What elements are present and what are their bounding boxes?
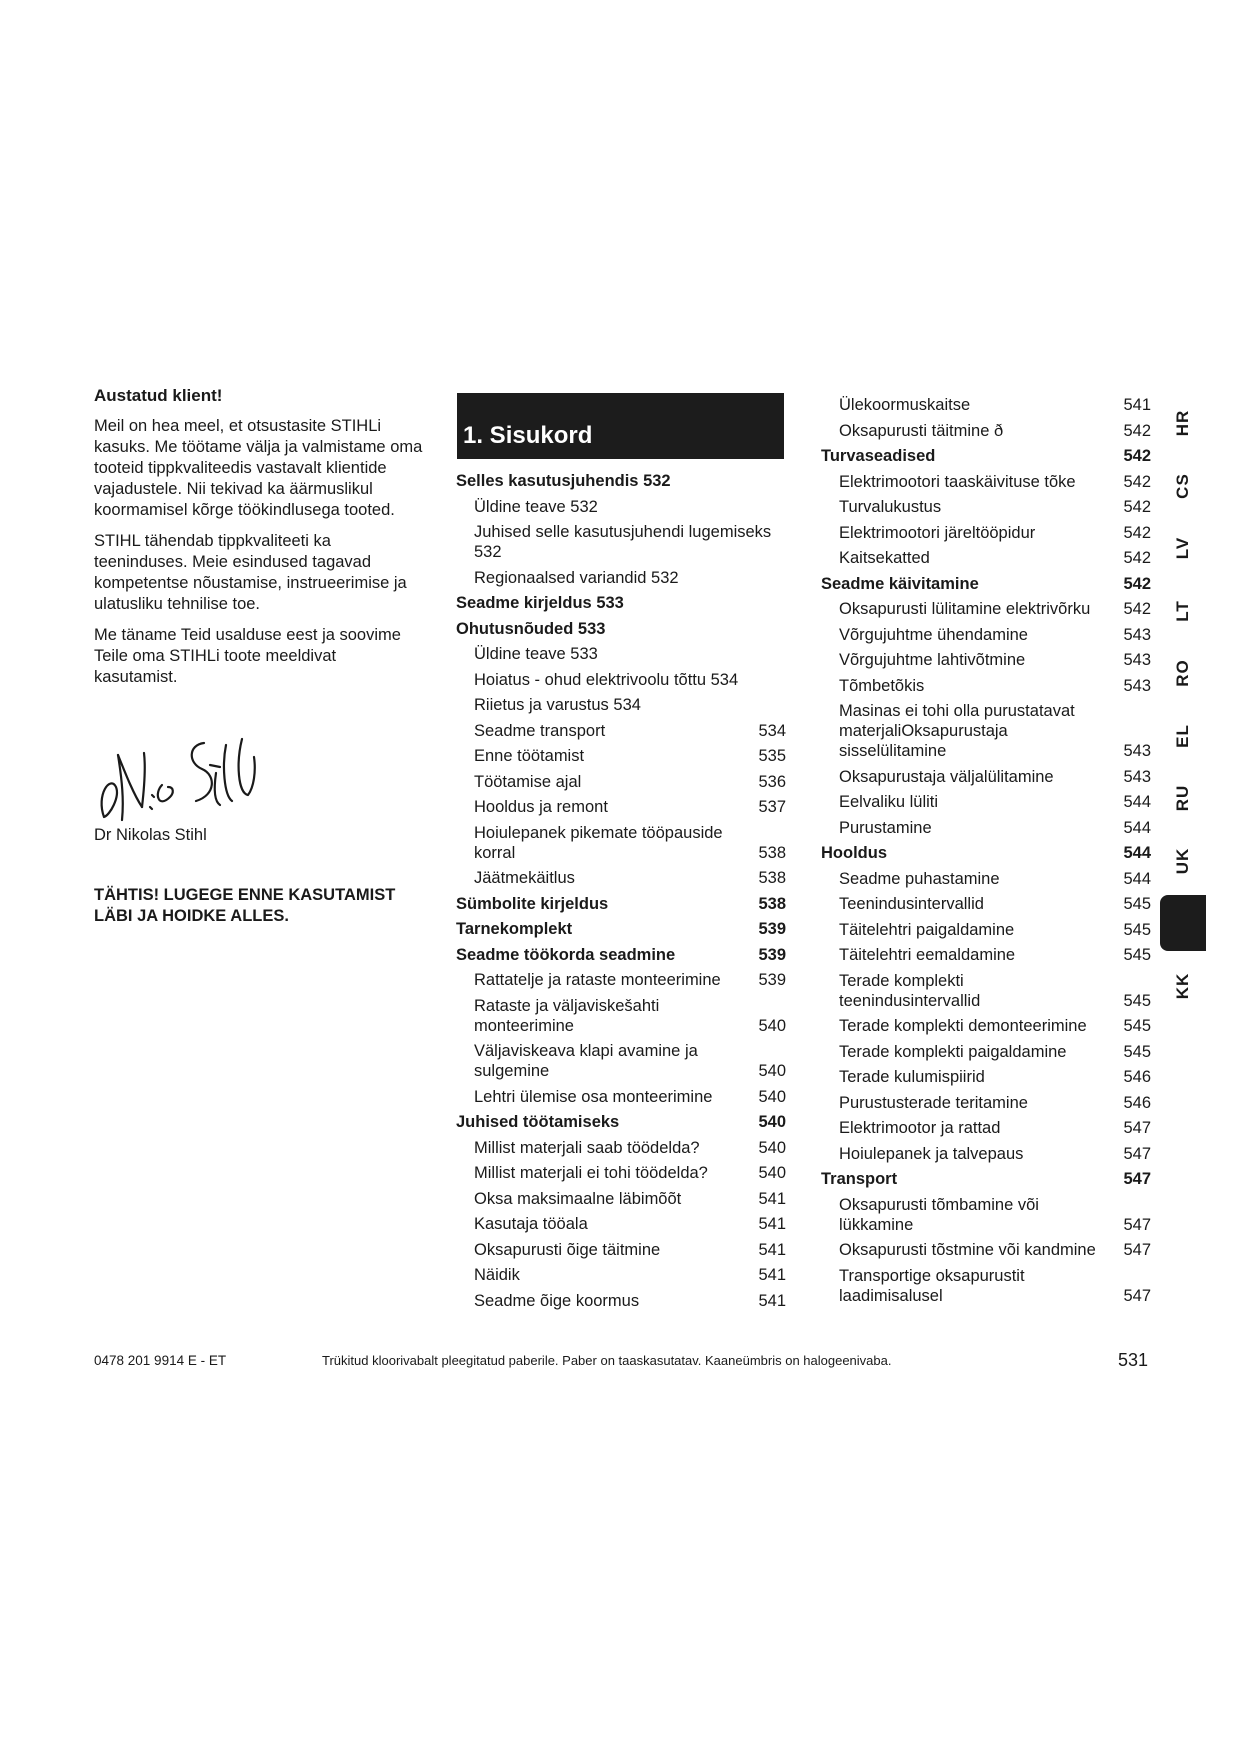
toc-entry <box>821 469 1151 495</box>
toc-entry-title: Tõmbetõkis <box>839 676 925 695</box>
toc-entry-title: Elektrimootori taaskäivituse tõke <box>839 472 1076 491</box>
toc-entry-title: Turvaseadised <box>821 447 936 465</box>
document-code: 0478 201 9914 E - ET <box>94 1353 227 1368</box>
toc-entry <box>821 647 1151 673</box>
toc-entry-page: 540 <box>758 1138 786 1157</box>
toc-entry-title: Teenindusintervallid <box>839 895 984 913</box>
toc-entry-page: 539 <box>758 945 786 964</box>
toc-entry-title: Terade komplekti teenindusintervallid <box>839 971 981 1010</box>
toc-entry <box>456 1211 786 1237</box>
toc-entry-page: 542 <box>1123 523 1151 542</box>
toc-header <box>457 393 784 459</box>
language-tab <box>1160 645 1206 701</box>
toc-entry <box>456 692 786 718</box>
toc-entry-title: Transportige oksapurustit laadimisalusel <box>839 1266 1025 1305</box>
toc-entry-title: Ülekoormuskaitse <box>839 396 971 414</box>
language-tab-label: LT <box>1173 599 1192 622</box>
toc-entry-page: 541 <box>1123 396 1151 414</box>
toc-entry-title: Täitelehtri eemaldamine <box>839 946 1016 964</box>
toc-entry-title: Hoiulepanek pikemate tööpauside korral <box>474 823 723 862</box>
toc-entry <box>821 917 1151 943</box>
toc-entry <box>821 673 1151 699</box>
language-tab <box>1160 583 1206 639</box>
language-tab <box>1160 395 1206 451</box>
toc-section <box>456 1109 786 1135</box>
toc-entry-page: 538 <box>758 843 786 862</box>
toc-entry-page: 543 <box>1123 651 1151 669</box>
toc-entry-page: 540 <box>758 1113 786 1131</box>
toc-entry-title: Oksapurusti tõstmine või kandmine <box>839 1241 1096 1259</box>
toc-entry-title: Oksapurusti tõmbamine või lükkamine <box>839 1195 1039 1234</box>
toc-entry <box>821 866 1151 892</box>
toc-entry-title: Juhised selle kasutusjuhendi lugemiseks 532 <box>474 523 772 561</box>
toc-entry-page: 542 <box>1123 447 1151 465</box>
toc-entry <box>456 1160 786 1186</box>
toc-entry-page: 543 <box>1123 676 1151 695</box>
toc-entry <box>821 520 1151 546</box>
toc-entry-title: Purustusterade teritamine <box>839 1093 1028 1112</box>
toc-entry-page: 543 <box>1123 742 1151 760</box>
toc-entry-title: Oksapurusti lülitamine elektrivõrku <box>839 600 1091 618</box>
toc-entry-title: Tarnekomplekt <box>456 920 573 938</box>
toc-entry <box>821 942 1151 968</box>
language-tab <box>1160 770 1206 826</box>
toc-entry-page: 545 <box>1123 1042 1151 1061</box>
toc-section <box>821 840 1151 866</box>
language-tab-label: RO <box>1173 659 1192 687</box>
toc-entry-page: 545 <box>1123 895 1151 913</box>
toc-entry-page: 544 <box>1123 793 1151 811</box>
toc-entry-page: 545 <box>1123 1017 1151 1035</box>
toc-entry-title: Transport <box>821 1170 898 1188</box>
toc-entry-page: 540 <box>758 1016 786 1035</box>
toc-entry <box>456 1135 786 1161</box>
toc-section <box>456 942 786 968</box>
toc-entry-page: 547 <box>1123 1241 1151 1259</box>
toc-entry <box>456 641 786 667</box>
toc-entry-page: 537 <box>758 798 786 816</box>
toc-entry <box>456 519 786 565</box>
language-tab-label: EL <box>1173 723 1192 748</box>
toc-entry-page: 542 <box>1123 549 1151 567</box>
toc-entry-page: 536 <box>758 772 786 791</box>
toc-entry-title: Seadme kirjeldus 533 <box>456 594 624 612</box>
toc-entry <box>456 769 786 795</box>
toc-entry-title: Terade komplekti paigaldamine <box>839 1042 1067 1061</box>
toc-entry <box>456 967 786 993</box>
toc-entry-page: 545 <box>1123 920 1151 939</box>
warning-text: TÄHTIS! LUGEGE ENNE KASUTAMIST LÄBI JA HOIDKE ALLES. <box>94 886 396 925</box>
toc-entry-title: Hoiulepanek ja talvepaus <box>839 1144 1024 1163</box>
toc-entry <box>456 794 786 820</box>
toc-entry <box>821 1237 1151 1263</box>
toc-entry <box>821 815 1151 841</box>
language-tab <box>1160 458 1206 514</box>
intro-paragraph: Meil on hea meel, et otsustasite STIHLi kasuks. Me töötame välja ja valmistame oma tooteid tippkvaliteedis vastavalt klientide vajadustele. Nii tekivad ka äärmuslikul koormamisel kõrge töökindlusega tooted. <box>94 417 423 519</box>
toc-entry <box>821 1039 1151 1065</box>
intro-paragraph: STIHL tähendab tippkvaliteeti ka teeninduses. Meie esindused tagavad kompetentse nõustamise, instrueerimise ja ulatusliku tehnilise toe. <box>94 532 407 613</box>
toc-entry-page: 544 <box>1123 818 1151 837</box>
toc-entry-title: Töötamise ajal <box>474 772 582 791</box>
toc-entry <box>456 494 786 520</box>
toc-entry-page: 538 <box>758 869 786 887</box>
toc-entry-title: Terade kulumispiirid <box>839 1068 985 1086</box>
toc-entry-title: Võrgujuhtme ühendamine <box>839 625 1028 644</box>
toc-entry <box>821 596 1151 622</box>
toc-entry-title: Purustamine <box>839 818 932 837</box>
toc-entry <box>821 392 1151 418</box>
toc-entry-title: Võrgujuhtme lahtivõtmine <box>839 651 1026 669</box>
toc-entry-title: Elektrimootor ja rattad <box>839 1119 1001 1137</box>
toc-entry <box>456 743 786 769</box>
toc-entry-page: 545 <box>1123 991 1151 1010</box>
toc-entry <box>821 764 1151 790</box>
page-number: 531 <box>1118 1350 1149 1370</box>
toc-section <box>821 1166 1151 1192</box>
toc-entry <box>456 820 786 866</box>
toc-entry-title: Rattatelje ja rataste monteerimine <box>474 971 721 989</box>
toc-entry-page: 545 <box>1123 946 1151 964</box>
toc-entry <box>456 718 786 744</box>
language-tab <box>1160 520 1206 576</box>
toc-entry-title: Oksapurusti õige täitmine <box>474 1240 661 1259</box>
toc-entry-page: 546 <box>1123 1093 1151 1112</box>
toc-entry-page: 541 <box>758 1189 786 1208</box>
toc-entry-page: 543 <box>1123 625 1151 644</box>
intro-block <box>94 385 424 698</box>
signer-name: Dr Nikolas Stihl <box>94 826 207 844</box>
language-tab-label: RU <box>1173 784 1192 812</box>
toc-entry <box>456 1186 786 1212</box>
toc-entry-title: Rataste ja väljaviskešahti monteerimine <box>474 996 660 1035</box>
toc-entry-title: Täitelehtri paigaldamine <box>839 920 1015 939</box>
greeting: Austatud klient! <box>94 386 223 405</box>
toc-section <box>456 616 786 642</box>
language-tab-label: UK <box>1173 847 1192 874</box>
toc-entry <box>821 545 1151 571</box>
language-tab-label: LV <box>1173 536 1192 560</box>
language-tab <box>1160 958 1206 1014</box>
toc-entry-page: 541 <box>758 1266 786 1284</box>
language-tab-label: HR <box>1173 409 1192 437</box>
language-tabs <box>1160 395 1206 1010</box>
toc-entry <box>821 891 1151 917</box>
toc-entry-page: 542 <box>1123 600 1151 618</box>
toc-entry-title: Hooldus ja remont <box>474 798 608 816</box>
toc-entry-title: Jäätmekäitlus <box>474 869 575 887</box>
intro-paragraph: Me täname Teid usalduse eest ja soovime Teile oma STIHLi toote meeldivat kasutamist. <box>94 626 401 686</box>
toc-entry-title: Oksa maksimaalne läbimõõt <box>474 1189 682 1208</box>
toc-entry <box>821 1013 1151 1039</box>
toc-entry-page: 543 <box>1123 767 1151 786</box>
toc-entry-title: Enne töötamist <box>474 747 585 765</box>
toc-entry <box>456 565 786 591</box>
toc-entry-title: Lehtri ülemise osa monteerimine <box>474 1087 713 1106</box>
toc-entry-page: 542 <box>1123 574 1151 593</box>
toc-entry-title: Riietus ja varustus 534 <box>474 696 641 714</box>
toc-entry <box>821 1115 1151 1141</box>
toc-entry-title: Seadme puhastamine <box>839 869 1000 888</box>
language-tab-label: KK <box>1173 972 1192 999</box>
toc-entry <box>821 1263 1151 1309</box>
toc-entry-page: 547 <box>1123 1144 1151 1163</box>
toc-entry <box>821 789 1151 815</box>
toc-entry <box>821 1141 1151 1167</box>
toc-entry-title: Millist materjali saab töödelda? <box>474 1138 700 1157</box>
toc-entry-page: 546 <box>1123 1068 1151 1086</box>
signature-image <box>92 735 262 825</box>
toc-entry-page: 542 <box>1123 498 1151 516</box>
language-tab <box>1160 708 1206 764</box>
toc-entry <box>456 667 786 693</box>
toc-entry-page: 541 <box>758 1291 786 1310</box>
toc-column-2 <box>821 392 1151 1308</box>
toc-entry <box>456 865 786 891</box>
toc-entry-title: Üldine teave 532 <box>474 497 598 516</box>
toc-entry-title: Elektrimootori järeltööpidur <box>839 523 1036 542</box>
toc-entry <box>456 1237 786 1263</box>
paper-note: Trükitud kloorivabalt pleegitatud paberile. Paber on taaskasutatav. Kaaneümbris on halogeenivaba. <box>322 1353 892 1368</box>
toc-entry-page: 541 <box>758 1215 786 1233</box>
toc-entry-title: Sümbolite kirjeldus <box>456 894 609 913</box>
toc-entry-page: 547 <box>1123 1215 1151 1234</box>
toc-entry <box>821 698 1151 764</box>
toc-entry-page: 542 <box>1123 472 1151 491</box>
toc-entry-title: Näidik <box>474 1266 520 1284</box>
toc-entry-page: 544 <box>1123 844 1151 862</box>
toc-section <box>456 590 786 616</box>
toc-entry-title: Regionaalsed variandid 532 <box>474 568 679 587</box>
toc-entry-title: Hooldus <box>821 844 887 862</box>
toc-entry-title: Seadme käivitamine <box>821 574 979 593</box>
toc-entry-title: Juhised töötamiseks <box>456 1113 620 1131</box>
toc-entry-title: Ohutusnõuded 533 <box>456 619 606 638</box>
toc-entry <box>821 622 1151 648</box>
toc-entry-page: 535 <box>758 747 786 765</box>
toc-entry-title: Hoiatus - ohud elektrivoolu tõttu 534 <box>474 670 739 689</box>
toc-entry <box>456 1288 786 1314</box>
toc-section <box>456 891 786 917</box>
toc-entry-page: 538 <box>758 894 786 913</box>
toc-entry-title: Millist materjali ei tohi töödelda? <box>474 1164 708 1182</box>
toc-entry-page: 542 <box>1123 421 1151 440</box>
toc-entry <box>821 1192 1151 1238</box>
toc-section <box>821 443 1151 469</box>
language-tab-active <box>1160 895 1206 951</box>
toc-entry-title: Selles kasutusjuhendis 532 <box>456 472 671 490</box>
toc-entry-page: 540 <box>758 1062 786 1080</box>
toc-entry-page: 544 <box>1123 869 1151 888</box>
toc-entry-title: Eelvaliku lüliti <box>839 793 939 811</box>
toc-entry-title: Väljaviskeava klapi avamine ja sulgemine <box>474 1042 698 1080</box>
toc-entry <box>456 1084 786 1110</box>
toc-entry-page: 539 <box>758 971 786 989</box>
toc-entry-title: Terade komplekti demonteerimine <box>839 1017 1087 1035</box>
toc-entry-title: Seadme töökorda seadmine <box>456 945 676 964</box>
toc-entry-title: Masinas ei tohi olla purustatavat materjaliOksapurustaja sisselülitamine <box>839 702 1075 760</box>
toc-entry-page: 547 <box>1123 1170 1151 1188</box>
toc-entry <box>821 494 1151 520</box>
toc-entry <box>456 1262 786 1288</box>
toc-entry-title: Turvalukustus <box>839 498 942 516</box>
toc-entry-title: Oksapurustaja väljalülitamine <box>839 767 1054 786</box>
toc-entry-title: Seadme õige koormus <box>474 1291 640 1310</box>
toc-entry-page: 534 <box>758 721 786 740</box>
toc-entry <box>821 1090 1151 1116</box>
toc-entry-page: 547 <box>1123 1119 1151 1137</box>
toc-entry <box>456 1038 786 1084</box>
toc-entry-page: 540 <box>758 1087 786 1106</box>
toc-title: 1. Sisukord <box>463 422 593 449</box>
language-tab <box>1160 833 1206 889</box>
toc-entry-title: Oksapurusti täitmine ð <box>839 421 1004 440</box>
language-tab-label: CS <box>1173 472 1192 499</box>
toc-entry-title: Kaitsekatted <box>839 549 930 567</box>
toc-entry-page: 539 <box>758 920 786 938</box>
toc-entry <box>821 1064 1151 1090</box>
toc-entry <box>821 418 1151 444</box>
toc-section <box>821 571 1151 597</box>
toc-entry <box>456 993 786 1039</box>
toc-entry-title: Seadme transport <box>474 721 606 740</box>
toc-section <box>456 468 786 494</box>
toc-column-1 <box>456 468 786 1313</box>
toc-entry-page: 547 <box>1123 1286 1151 1305</box>
toc-entry <box>821 968 1151 1014</box>
toc-section <box>456 916 786 942</box>
toc-entry-title: Kasutaja tööala <box>474 1215 588 1233</box>
toc-entry-title: Üldine teave 533 <box>474 645 598 663</box>
toc-entry-page: 541 <box>758 1240 786 1259</box>
toc-entry-page: 540 <box>758 1164 786 1182</box>
